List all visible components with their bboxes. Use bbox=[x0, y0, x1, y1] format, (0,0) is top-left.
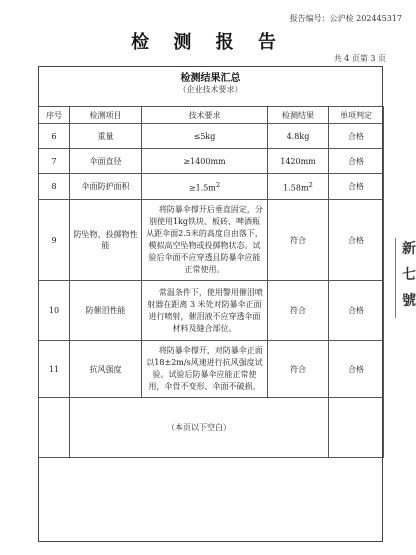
row-result: 4.8kg bbox=[268, 124, 329, 149]
results-table bbox=[38, 106, 384, 458]
row-no: 9 bbox=[39, 200, 70, 281]
page-count: 共 4 页第 3 页 bbox=[333, 54, 386, 63]
blank-note-row bbox=[39, 398, 384, 458]
row-result: 符合 bbox=[268, 200, 329, 281]
header-no: 序号 bbox=[39, 107, 70, 124]
row-requirement: ≤5kg bbox=[142, 124, 268, 149]
row-no: 10 bbox=[39, 281, 70, 341]
blank-verdict-cell bbox=[329, 398, 384, 458]
row-requirement bbox=[142, 174, 268, 200]
summary-subtitle: （企业技术要求） bbox=[178, 85, 243, 94]
summary-title: 检测结果汇总 bbox=[180, 73, 241, 84]
blank-no-cell bbox=[39, 398, 70, 458]
table-row bbox=[39, 124, 384, 149]
row-result: 符合 bbox=[268, 281, 329, 341]
row-verdict: 合格 bbox=[329, 281, 384, 341]
row-item: 伞面直径 bbox=[70, 149, 142, 174]
stamp-char: 七 bbox=[402, 267, 416, 283]
row-result bbox=[268, 174, 329, 200]
table-row bbox=[39, 174, 384, 200]
header-requirement: 技术要求 bbox=[142, 107, 268, 124]
row-item: 抗风强度 bbox=[70, 341, 142, 398]
table-header-row bbox=[39, 107, 384, 124]
row-requirement: 常温条件下，使用警用催泪喷射器在距离 3 米处对防暴伞正面进行喷射，催泪液不应穿透伞面材料及缝合部位。 bbox=[142, 281, 268, 341]
blank-note: （本页以下空白） bbox=[70, 398, 329, 458]
row-requirement: 将防暴伞撑开后垂直固定，分别使用1kg铁块、板砖、啤酒瓶从距伞面2.5米的高度自由落下，模拟高空坠物或投掷物状态。试验后伞面不应穿透且防暴伞应能正常使用。 bbox=[142, 200, 268, 281]
row-result: 1420mm bbox=[268, 149, 329, 174]
requirement-text: ≥1.5m bbox=[188, 183, 216, 193]
document-title: 检 测 报 告 bbox=[131, 32, 285, 53]
table-row bbox=[39, 281, 384, 341]
row-verdict: 合格 bbox=[329, 341, 384, 398]
row-no: 6 bbox=[39, 124, 70, 149]
table-row bbox=[39, 200, 384, 281]
table-row bbox=[39, 149, 384, 174]
row-no: 8 bbox=[39, 174, 70, 200]
result-text: 1.58m bbox=[283, 183, 309, 193]
report-number: 报告编号：公沪检 202445317 bbox=[289, 14, 402, 23]
row-verdict: 合格 bbox=[329, 174, 384, 200]
row-requirement: ≥1400mm bbox=[142, 149, 268, 174]
header-item: 检测项目 bbox=[70, 107, 142, 124]
result-superscript: 2 bbox=[308, 180, 313, 189]
stamp-char: 號 bbox=[402, 293, 416, 309]
table-row bbox=[39, 341, 384, 398]
header-result: 检测结果 bbox=[268, 107, 329, 124]
stamp-char: 新 bbox=[402, 241, 416, 257]
row-no: 11 bbox=[39, 341, 70, 398]
row-item: 防坠物、投掷物性能 bbox=[70, 200, 142, 281]
row-no: 7 bbox=[39, 149, 70, 174]
row-result: 符合 bbox=[268, 341, 329, 398]
row-item: 重量 bbox=[70, 124, 142, 149]
row-verdict: 合格 bbox=[329, 200, 384, 281]
row-item: 防催泪性能 bbox=[70, 281, 142, 341]
side-stamp bbox=[402, 238, 416, 316]
row-verdict: 合格 bbox=[329, 149, 384, 174]
header-verdict: 单项判定 bbox=[329, 107, 384, 124]
row-requirement: 将防暴伞撑开，对防暴伞正面以18±2m/s风速进行抗风强度试验。试验后防暴伞应能正常使用，伞骨不变形、伞面不破损。 bbox=[142, 341, 268, 398]
row-verdict: 合格 bbox=[329, 124, 384, 149]
requirement-superscript: 2 bbox=[215, 180, 221, 189]
row-item: 伞面防护面积 bbox=[70, 174, 142, 200]
